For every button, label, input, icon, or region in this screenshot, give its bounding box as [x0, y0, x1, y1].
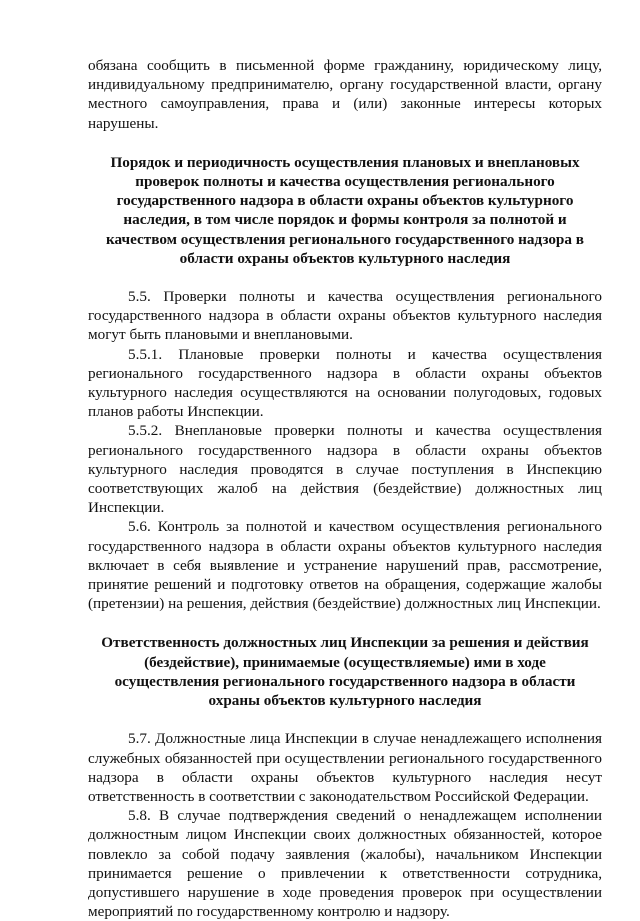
intro-paragraph: обязана сообщить в письменной форме гражданину, юридическому лицу, индивидуальному предпринимателю, органу государственной власти, органу местного самоуправления, права и (или) законные интересы которых нарушены.: [88, 57, 602, 132]
section-heading-inspection-procedure: Порядок и периодичность осуществления плановых и внеплановых проверок полноты и качества осуществления регионального государственного надзора в области охраны объектов культурного наследия, в том числе порядок и формы контроля за полнотой и качеством осуществления регионального государственного надзора в области охраны объектов культурного наследия: [106, 153, 584, 267]
paragraph-5-5-2: 5.5.2. Внеплановые проверки полноты и качества осуществления регионального государственного надзора в области охраны объектов культурного наследия проводятся в случае поступления в Инспекцию соответствующих жалоб на действия (бездействие) должностных лиц Инспекции.: [88, 422, 602, 517]
paragraph-5-6: 5.6. Контроль за полнотой и качеством осуществления регионального государственного надзора в области охраны объектов культурного наследия включает в себя выявление и устранение нарушений прав, рассмотрение, принятие решений и подготовку ответов на обращения, содержащие жалобы (претензии) на решения, действия (бездействие) должностных лиц Инспекции.: [88, 518, 602, 613]
spacer: [88, 613, 602, 633]
paragraph-5-5-1: 5.5.1. Плановые проверки полноты и качества осуществления регионального государственного надзора в области охраны объектов культурного наследия осуществляются на основании полугодовых, годовых планов работы Инспекции.: [88, 345, 602, 421]
document-page: [88, 56, 602, 921]
paragraph-5-8: 5.8. В случае подтверждения сведений о ненадлежащем исполнении должностным лицом Инспекции своих должностных обязанностей, которое повлекло за собой подачу заявления (жалобы), начальником Инспекции принимается решение о привлечении к ответственности сотрудника, допустившего нарушение в ходе проведения проверок при осуществлении мероприятий по государственному контролю и надзору.: [88, 807, 602, 921]
section-heading-responsibility: Ответственность должностных лиц Инспекции за решения и действия (бездействие), принимаемые (осуществляемые) ими в ходе осуществления регионального государственного надзора в области охраны объектов культурного наследия: [101, 634, 589, 710]
paragraph-5-5: 5.5. Проверки полноты и качества осуществления регионального государственного надзора в области охраны объектов культурного наследия могут быть плановыми и внеплановыми.: [88, 288, 602, 344]
spacer: [88, 710, 602, 729]
paragraph-5-7: 5.7. Должностные лица Инспекции в случае ненадлежащего исполнения служебных обязанностей при осуществлении регионального государственного надзора в области охраны объектов культурного наследия несут ответственность в соответствии с законодательством Российской Федерации.: [88, 730, 602, 805]
spacer: [88, 268, 602, 287]
spacer: [88, 133, 602, 153]
